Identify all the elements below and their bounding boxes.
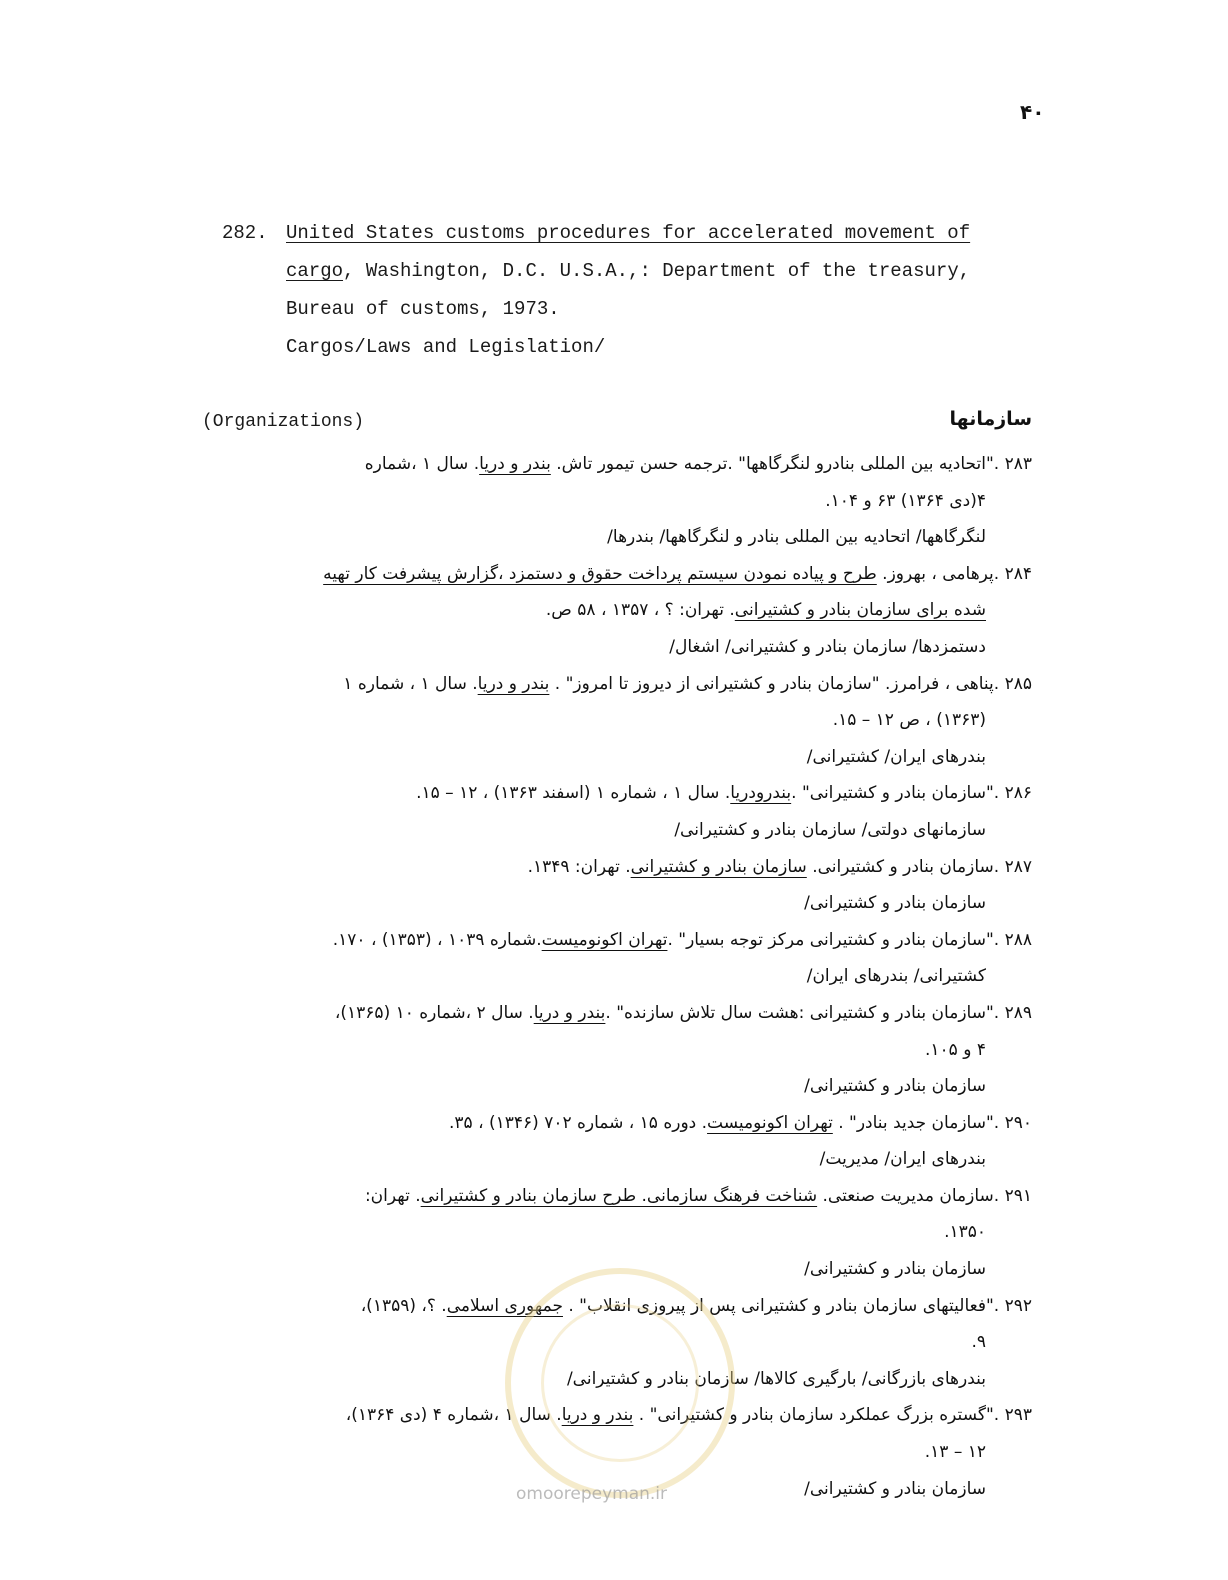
entry-source-title: سازمان بنادر و کشتیرانی: [630, 856, 807, 877]
entry-number: ۲۹۱ .: [993, 1185, 1032, 1206]
entry-number: ۲۸۹ .: [993, 1002, 1032, 1023]
entry-citation: [528, 857, 994, 877]
entry-number: ۲۸۳ .: [993, 454, 1032, 474]
entry-source-title: تهران اکونومیست: [541, 929, 668, 950]
entry-text: . سال ۱ ، شماره ۱: [343, 673, 478, 694]
bibliography-entry: [192, 1288, 1032, 1398]
entry-citation: [416, 783, 994, 803]
entry-citation: [361, 1296, 994, 1316]
section-title-fa: سازمانها: [949, 408, 1032, 430]
entry-citation: [343, 674, 993, 694]
bibliography-entry: [192, 556, 1032, 666]
entry-subjects: Cargos/Laws and Legislation/: [286, 336, 606, 358]
entry-number: ۲۸۵ .: [993, 673, 1032, 694]
entry-subjects: کشتیرانی/ بندرهای ایران/: [806, 966, 986, 987]
entry-text: سازمان بنادر و کشتیرانی.: [806, 856, 994, 877]
entry-text: سازمان مدیریت صنعتی.: [817, 1185, 994, 1206]
entry-citation: [365, 454, 994, 474]
entry-text: . تهران: ۱۳۴۹.: [527, 856, 631, 877]
entry-continuation: ۱۳۵۰.: [944, 1222, 986, 1243]
entry-number: 282.: [222, 222, 268, 244]
entry-number: ۲۹۰ .: [993, 1112, 1032, 1133]
entry-subjects: بندرهای ایران/ کشتیرانی/: [806, 746, 986, 767]
entry-text: "گستره بزرگ عملکرد سازمان بنادر و کشتیرانی" .: [633, 1405, 994, 1426]
entry-text: "سازمان بنادر و کشتیرانی :هشت سال تلاش سازنده" .: [605, 1002, 994, 1023]
entry-subjects: سازمان بنادر و کشتیرانی/: [804, 1478, 986, 1499]
entry-subjects: سازمان بنادر و کشتیرانی/: [804, 1259, 986, 1280]
entry-number: ۲۹۲ .: [993, 1295, 1032, 1316]
entry-publisher: , Washington, D.C. U.S.A.,: Department of the treasury,: [343, 260, 971, 282]
entry-text: "اتحادیه بین المللی بنادرو لنگرگاهها" .ترجمه حسن تیمور تاش.: [550, 454, 994, 474]
bibliography-entry: [192, 849, 1032, 922]
entry-subjects: بندرهای ایران/ مدیریت/: [819, 1149, 986, 1170]
bibliography-list: [192, 446, 1032, 1507]
entry-source-title: بندر و دریا: [533, 1002, 606, 1023]
entry-number: ۲۸۴ .: [993, 563, 1032, 584]
entry-title: United States customs procedures for accelerated movement of: [286, 222, 971, 244]
entry-text: . سال ۲ ،شماره ۱۰ (۱۳۶۵)،: [334, 1002, 534, 1023]
entry-text: . تهران:: [364, 1185, 421, 1206]
entry-text: "سازمان بنادر و کشتیرانی" .: [791, 783, 994, 804]
entry-source-title: شده برای سازمان بنادر و کشتیرانی: [734, 600, 986, 621]
english-entry: [222, 214, 1052, 366]
bibliography-entry: [192, 666, 1032, 776]
entry-continuation: (۱۳۶۳) ، ص ۱۲ – ۱۵.: [832, 710, 986, 731]
entry-number: ۲۸۸ .: [993, 929, 1032, 950]
entry-subjects: لنگرگاهها/ اتحادیه بین المللی بنادر و لنگرگاهها/ بندرها/: [607, 527, 986, 548]
entry-line-2: [286, 252, 1052, 290]
entry-citation: [333, 930, 994, 950]
entry-source-title: جمهوری اسلامی: [446, 1295, 563, 1316]
entry-text: "سازمان جدید بنادر" .: [832, 1112, 994, 1133]
entry-text: . تهران: ؟ ، ۱۳۵۷ ، ۵۸ ص.: [545, 600, 735, 621]
entry-subjects: دستمزدها/ سازمان بنادر و کشتیرانی/ اشغال/: [669, 636, 986, 657]
bibliography-entry: [192, 995, 1032, 1105]
bibliography-entry: [192, 446, 1032, 556]
entry-continuation: ۴ و ۱۰۵.: [925, 1039, 986, 1060]
entry-citation: [323, 564, 994, 584]
entry-continuation: ۴(دی ۱۳۶۴) ۶۳ و ۱۰۴.: [825, 490, 986, 511]
entry-text: . دوره ۱۵ ، شماره ۷۰۲ (۱۳۴۶) ، ۳۵.: [449, 1112, 708, 1133]
entry-title-end: cargo: [286, 260, 344, 282]
entry-number: ۲۸۶ .: [993, 783, 1032, 804]
entry-citation: [335, 1003, 994, 1023]
entry-text: "فعالیتهای سازمان بنادر و کشتیرانی پس از پیروزی انقلاب" .: [562, 1295, 994, 1316]
entry-continuation: ۹.: [971, 1332, 986, 1353]
bibliography-entry: [192, 922, 1032, 995]
entry-text: . ؟، (۱۳۵۹)،: [360, 1295, 447, 1316]
watermark-url: omoorepeyman.ir: [516, 1484, 668, 1504]
entry-citation: [346, 1405, 994, 1425]
entry-number: ۲۹۳ .: [993, 1405, 1032, 1426]
entry-subjects: بندرهای بازرگانی/ بارگیری کالاها/ سازمان بنادر و کشتیرانی/: [566, 1368, 986, 1389]
entry-citation: [449, 1113, 994, 1133]
entry-continuation: [192, 592, 986, 629]
entry-source-title: طرح و پیاده نمودن سیستم پرداخت حقوق و دستمزد ،گزارش پیشرفت کار تهیه: [323, 563, 877, 584]
entry-source-title: بندر و دریا: [477, 673, 550, 694]
page-number: ۴۰: [1020, 100, 1045, 124]
bibliography-entry: [192, 1105, 1032, 1178]
entry-subjects: سازمانهای دولتی/ سازمان بنادر و کشتیرانی/: [674, 819, 986, 840]
entry-text: . سال ۱ ،شماره ۴ (دی ۱۳۶۴)،: [345, 1405, 562, 1426]
entry-text: . سال ۱ ، شماره ۱ (اسفند ۱۳۶۳) ، ۱۲ – ۱۵.: [416, 783, 731, 804]
entry-subjects: سازمان بنادر و کشتیرانی/: [804, 893, 986, 914]
bibliography-entry: [192, 775, 1032, 848]
entry-citation: [365, 1186, 994, 1206]
entry-number: ۲۸۷ .: [993, 856, 1032, 877]
entry-source-title: بندر و دریا: [479, 454, 551, 474]
entry-source-title: بندر و دریا: [561, 1405, 634, 1426]
entry-source-title: شناخت فرهنگ سازمانی. طرح سازمان بنادر و کشتیرانی: [420, 1185, 818, 1206]
entry-subjects: سازمان بنادر و کشتیرانی/: [804, 1076, 986, 1097]
entry-text: .شماره ۱۰۳۹ ، (۱۳۵۳) ، ۱۷۰.: [332, 929, 542, 950]
entry-line-3: Bureau of customs, 1973.: [286, 298, 560, 320]
entry-text: . سال ۱ ،شماره: [364, 454, 480, 474]
entry-source-title: بندرودریا: [730, 783, 792, 804]
entry-continuation: ۱۲ – ۱۳.: [924, 1442, 986, 1463]
section-title-en: (Organizations): [202, 412, 365, 432]
entry-text: "سازمان بنادر و کشتیرانی مرکز توجه بسیار" .: [667, 929, 994, 950]
entry-text: پرهامی ، بهروز.: [876, 563, 994, 584]
entry-text: پناهی ، فرامرز. "سازمان بنادر و کشتیرانی از دیروز تا امروز" .: [549, 673, 994, 694]
bibliography-entry: [192, 1178, 1032, 1288]
entry-source-title: تهران اکونومیست: [707, 1112, 833, 1133]
